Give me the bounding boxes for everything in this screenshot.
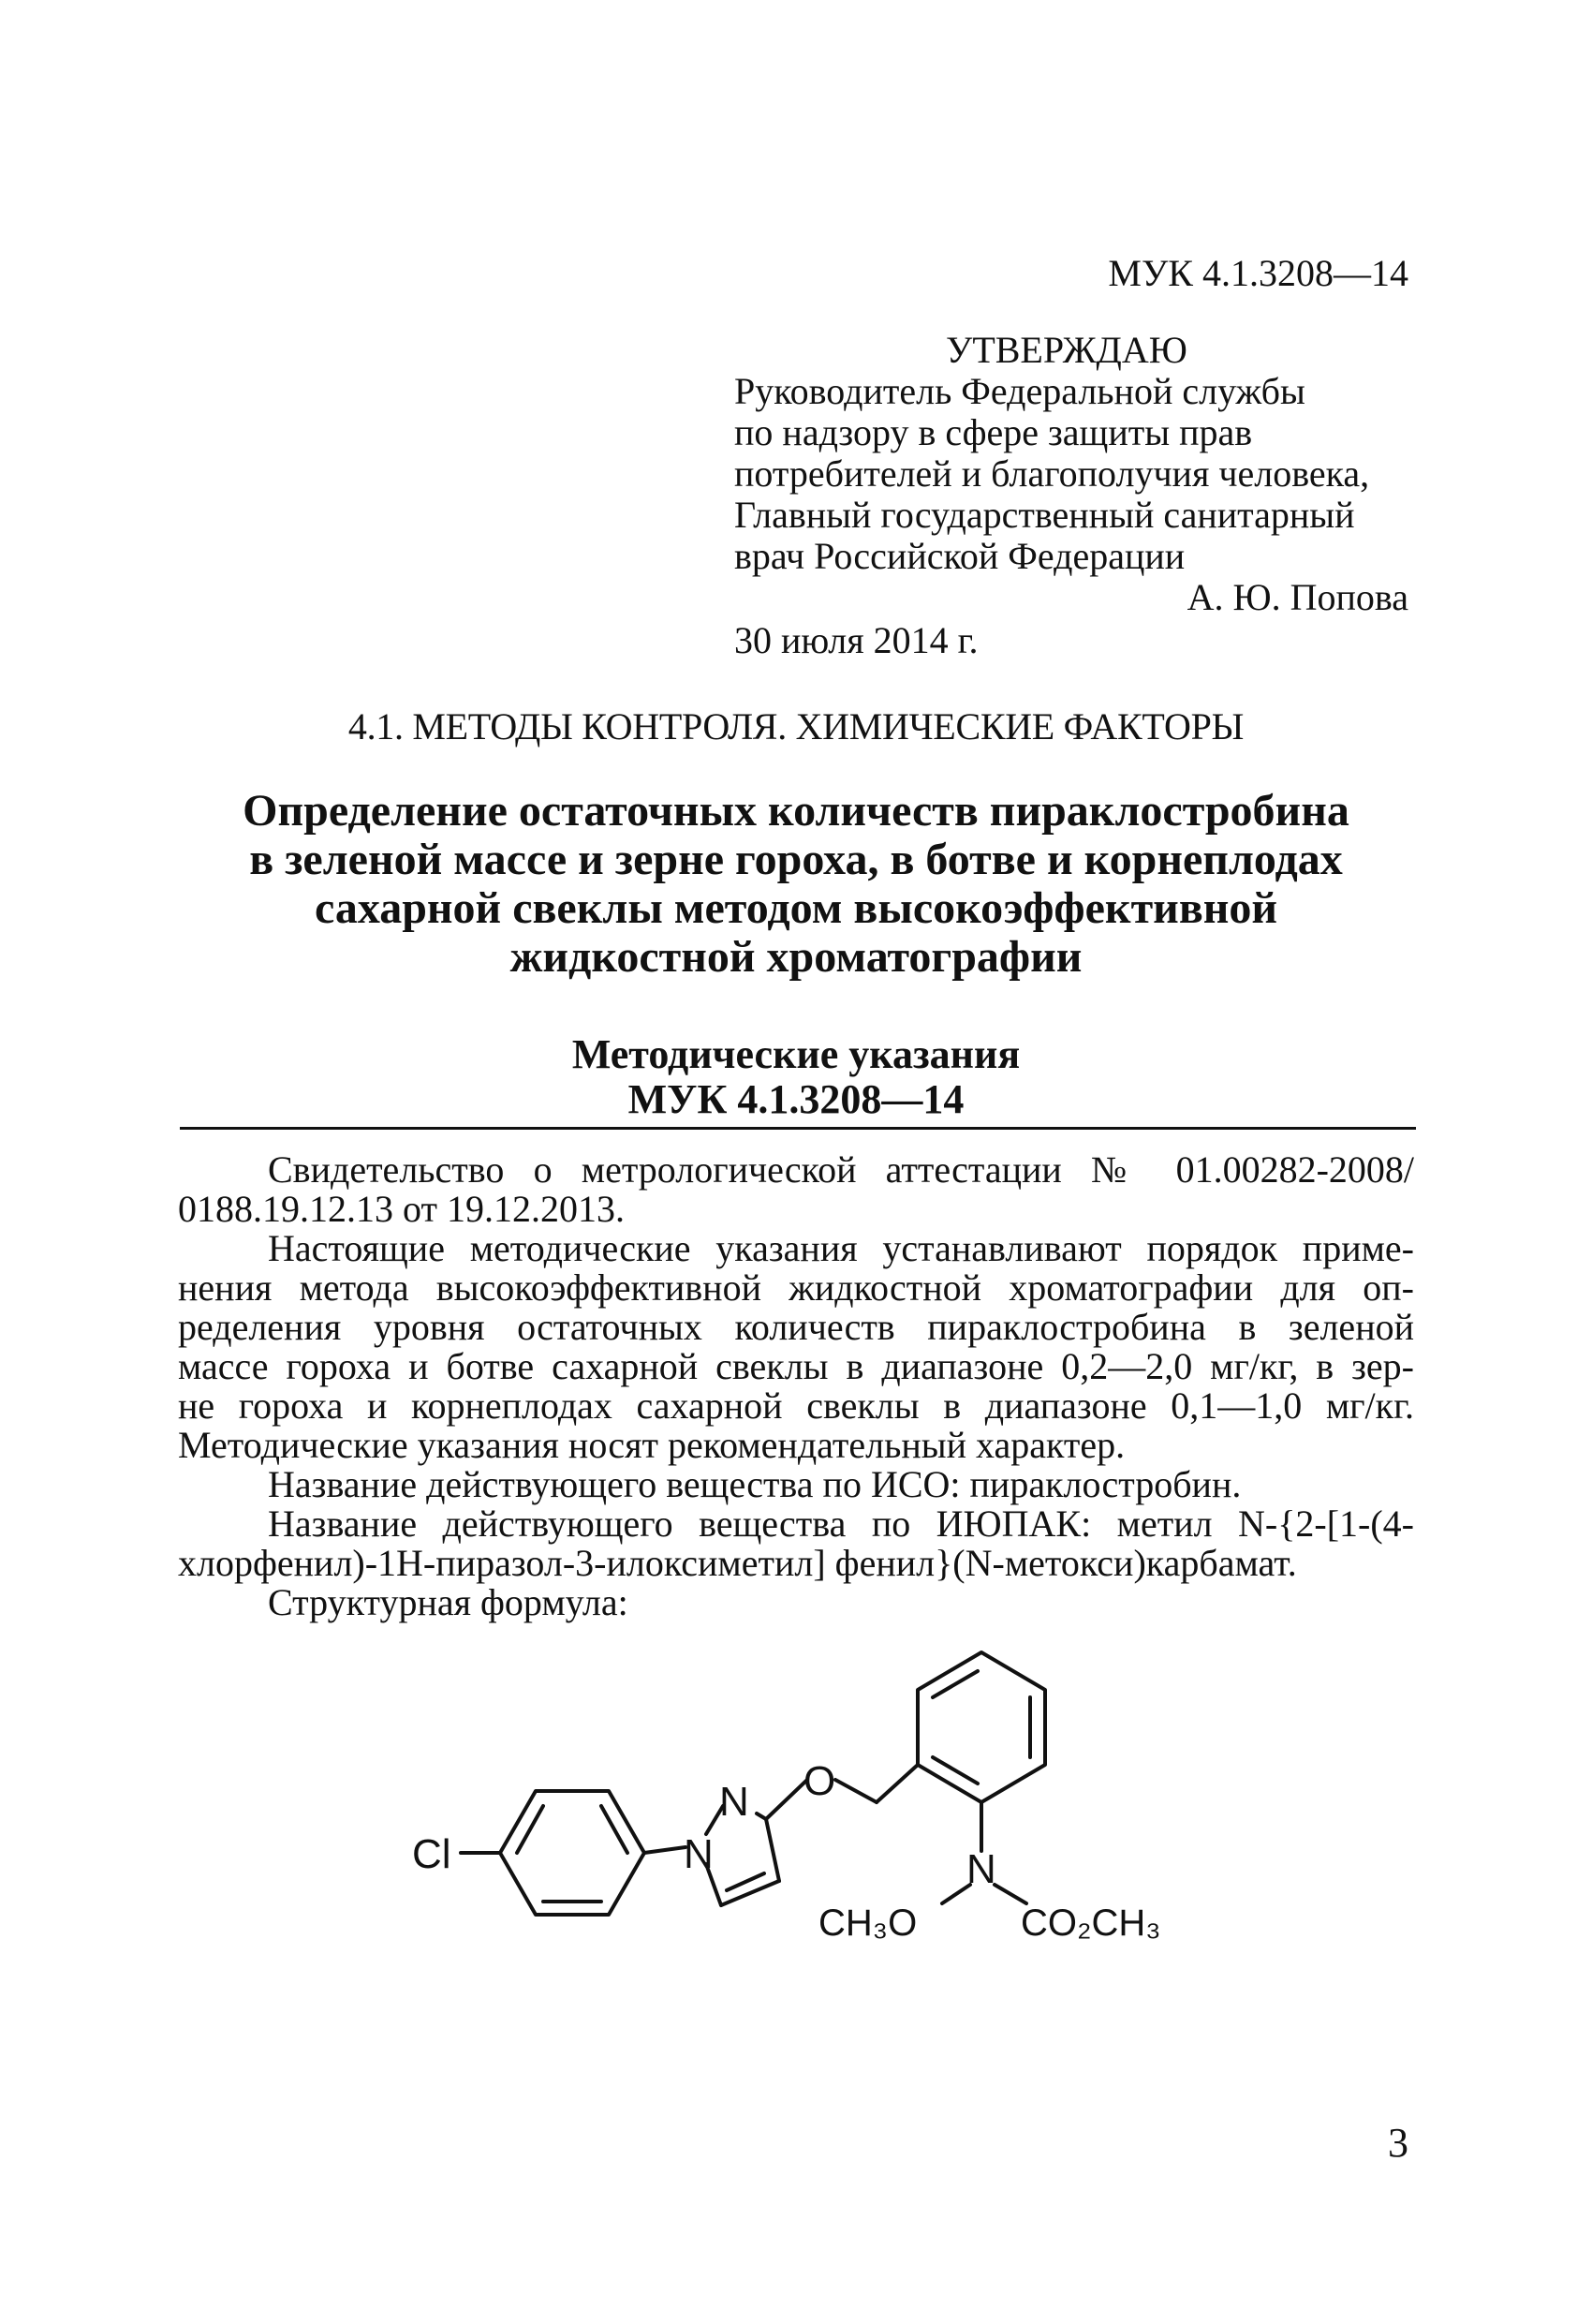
approval-line: по надзору в сфере защиты прав	[734, 411, 1253, 453]
scope-line: ределения уровня остаточных количеств пираклостробина в зеленой	[178, 1306, 1414, 1348]
iupac-line: Название действующего вещества по ИЮПАК: метил N-{2-[1-(4-	[268, 1502, 1414, 1545]
approval-line: потребителей и благополучия человека,	[734, 452, 1370, 495]
iso-name: Название действующего вещества по ИСО: пираклостробин.	[268, 1463, 1242, 1505]
pyrazole-bond	[766, 1819, 779, 1881]
bond	[766, 1780, 807, 1819]
scope-line: Настоящие методические указания устанавливают порядок приме-	[268, 1227, 1414, 1269]
formula-label: Структурная формула:	[268, 1581, 628, 1623]
ester-group: CO₂CH₃	[1021, 1902, 1161, 1944]
title-line: сахарной свеклы методом высокоэффективной	[314, 883, 1278, 933]
pyrazole-nitrogen-1: N	[684, 1831, 714, 1877]
section-heading: 4.1. МЕТОДЫ КОНТРОЛЯ. ХИМИЧЕСКИЕ ФАКТОРЫ	[347, 705, 1245, 748]
approval-line: Руководитель Федеральной службы	[734, 370, 1305, 412]
title-line: в зеленой массе и зерне гороха, в ботве и корнеплодах	[249, 835, 1343, 884]
approval-block	[734, 330, 1408, 661]
body-text	[178, 1150, 1414, 1622]
pyrazole-nitrogen-2: N	[719, 1779, 749, 1825]
benzyl-ring	[918, 1652, 1045, 1802]
approval-line: Главный государственный санитарный	[734, 494, 1355, 536]
approval-signatory: А. Ю. Попова	[1187, 576, 1408, 618]
title-line: Определение остаточных количеств пираклостробина	[243, 786, 1349, 836]
bond	[835, 1780, 877, 1802]
pyrazole-bond	[721, 1881, 779, 1905]
scope-line: массе гороха и ботве сахарной свеклы в диапазоне 0,2—2,0 мг/кг, в зер-	[178, 1345, 1414, 1387]
page-number: 3	[1388, 2120, 1408, 2166]
methoxy-group: CH₃O	[818, 1902, 918, 1944]
ether-oxygen: O	[803, 1758, 836, 1804]
horizontal-rule	[180, 1127, 1416, 1130]
scope-line: нения метода высокоэффективной жидкостной хроматографии для оп-	[178, 1266, 1414, 1309]
chlorine-atom: Cl	[412, 1831, 451, 1877]
subtitle-line: Методические указания	[571, 1031, 1021, 1077]
approval-line: врач Российской Федерации	[734, 535, 1186, 577]
document-subtitle	[0, 1032, 1592, 1122]
document-title	[0, 787, 1592, 982]
certificate-line: 0188.19.12.13 от 19.12.2013.	[178, 1188, 625, 1230]
scope-line: не гороха и корнеплодах сахарной свеклы в диапазоне 0,1—1,0 мг/кг.	[178, 1384, 1414, 1427]
approval-date: 30 июля 2014 г.	[734, 619, 979, 661]
structural-formula	[412, 1630, 1199, 1976]
approval-heading: УТВЕРЖДАЮ	[946, 329, 1187, 371]
carbamate-nitrogen: N	[966, 1846, 996, 1892]
chlorophenyl-ring	[500, 1791, 644, 1915]
bond	[877, 1765, 918, 1802]
bond	[644, 1847, 685, 1853]
document-code: МУК 4.1.3208—14	[1108, 252, 1408, 294]
iupac-line: хлорфенил)-1Н-пиразол-3-илоксиметил] фенил}(N-метокси)карбамат.	[178, 1542, 1297, 1584]
certificate-line: Свидетельство о метрологической аттестации № 01.00282-2008/	[268, 1148, 1414, 1191]
scope-line: Методические указания носят рекомендательный характер.	[178, 1424, 1126, 1466]
bond	[995, 1885, 1026, 1903]
title-line: жидкостной хроматографии	[509, 932, 1083, 982]
subtitle-code: МУК 4.1.3208—14	[627, 1076, 965, 1122]
